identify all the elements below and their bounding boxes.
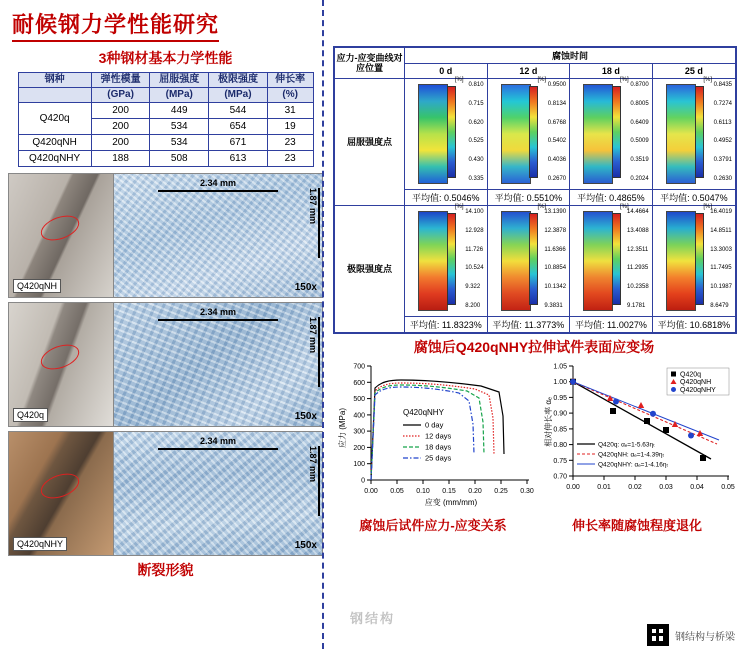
table-title: 3种钢材基本力学性能: [98, 50, 233, 66]
scale-right-text: 1.87 mm: [308, 188, 318, 225]
tick: 0.3519: [630, 157, 649, 164]
row-label-yield: 屈服强度点: [335, 79, 405, 206]
th-ultimate-strength: 极限强度: [209, 73, 268, 88]
footer-brand: 钢结构与桥梁: [675, 631, 735, 643]
th-yield-strength: 屈服强度: [150, 73, 209, 88]
tick: 0.525: [468, 138, 484, 145]
strain-map: [571, 77, 651, 188]
colorbar-ticks: [465, 209, 483, 309]
chart1-annotation: Q420qNHY: [403, 408, 444, 417]
strain-field-row-yield: [335, 79, 736, 190]
time-18d: 18 d: [570, 64, 653, 79]
tick: 11.6366: [544, 246, 566, 253]
tick: 0.8134: [547, 100, 567, 107]
elongation-degradation-chart: [539, 358, 735, 534]
chart1-legend-0: 0 day: [425, 420, 444, 430]
table-header-row: [18, 73, 313, 88]
tick: 14.8511: [710, 227, 732, 234]
chart1-xlabel: 应变 (mm/mm): [424, 498, 478, 507]
strain-field-panel: [333, 46, 737, 334]
strain-map-cell: [570, 79, 653, 190]
row-label-ultimate: 极限强度点: [335, 206, 405, 333]
strain-map-cell: [405, 206, 488, 317]
micrograph-image: [114, 431, 323, 556]
scale-top-label: [114, 436, 322, 450]
tick: 9.3831: [544, 302, 563, 309]
tick: 10.8854: [544, 265, 567, 272]
cell-yield: 534: [150, 119, 209, 135]
colorbar-unit: [%]: [454, 77, 464, 83]
chart2-ylabel: 相对伸长率 αₑ: [544, 397, 553, 447]
chart2-legend-1: Q420qNH: [680, 379, 712, 386]
svg-text:500: 500: [353, 396, 365, 404]
tick: 11.726: [465, 246, 484, 253]
strain-map-strip: [418, 84, 448, 184]
scale-top-bar: [158, 319, 278, 321]
colorbar-ticks: [469, 82, 484, 182]
tick: 0.620: [468, 119, 484, 126]
strain-map: [406, 204, 486, 315]
tick: 12.3511: [626, 246, 649, 253]
colorbar: [612, 86, 621, 178]
tick: 0.6113: [713, 119, 732, 126]
scale-right-label: [308, 188, 318, 224]
colorbar-unit: [%]: [620, 77, 629, 83]
strain-map: [571, 204, 651, 315]
tick: 8.6479: [710, 302, 729, 309]
strain-map-cell: [652, 79, 735, 190]
cell-modulus: 188: [91, 151, 150, 167]
th-unit-ultimate: (MPa): [209, 88, 268, 103]
colorbar: [447, 213, 456, 305]
tick: 0.715: [468, 100, 484, 107]
svg-text:0.03: 0.03: [659, 484, 673, 491]
charts-row: [331, 358, 737, 534]
svg-text:0.05: 0.05: [390, 488, 404, 495]
strain-map-strip: [418, 211, 448, 311]
colorbar: [447, 86, 456, 178]
chart2-legend-2: Q420qNHY: [680, 387, 716, 394]
tick: 12.3878: [544, 227, 567, 234]
svg-text:0: 0: [361, 477, 365, 485]
cell-grade: Q420qNH: [18, 135, 91, 151]
svg-text:0.90: 0.90: [553, 410, 567, 418]
cell-elongation: 23: [267, 151, 313, 167]
th-steel-grade: 钢种: [18, 73, 91, 88]
micrograph-row: [8, 173, 323, 298]
chart1-legend-2: 18 days: [425, 442, 452, 452]
strain-map: [654, 204, 734, 315]
tick: 0.4952: [713, 138, 732, 145]
strain-map: [489, 77, 569, 188]
colorbar-ticks: [627, 209, 649, 309]
time-12d: 12 d: [487, 64, 570, 79]
micrograph-image: [114, 173, 323, 298]
cell-ultimate: 671: [209, 135, 268, 151]
tick: 0.4036: [547, 157, 567, 164]
svg-text:400: 400: [353, 412, 365, 420]
average-value: 平均值: 11.0027%: [570, 317, 653, 333]
watermark: 钢结构: [349, 611, 396, 626]
svg-text:0.80: 0.80: [553, 442, 567, 450]
specimen-photo: [8, 302, 114, 427]
time-0d: 0 d: [405, 64, 488, 79]
colorbar: [695, 86, 704, 178]
tick: 9.1781: [626, 302, 646, 309]
colorbar-ticks: [630, 82, 648, 182]
tick: 10.524: [465, 265, 484, 272]
colorbar-unit: [%]: [703, 77, 712, 83]
scale-top-text: 2.34 mm: [199, 178, 237, 188]
tick: 0.8005: [630, 100, 649, 107]
tick: 0.2630: [713, 175, 732, 182]
cell-ultimate: 613: [209, 151, 268, 167]
svg-text:600: 600: [353, 379, 365, 387]
stress-strain-chart: [331, 358, 535, 534]
tick: 0.5009: [630, 138, 649, 145]
colorbar: [695, 213, 704, 305]
stress-strain-svg: [331, 358, 535, 508]
tick: 14.4664: [626, 209, 649, 215]
right-column: [323, 46, 737, 650]
strain-map-cell: [570, 206, 653, 317]
svg-text:0.00: 0.00: [566, 484, 580, 491]
specimen-photo: [8, 431, 114, 556]
scale-top-label: [114, 307, 322, 321]
table-unit-row: [18, 88, 313, 103]
tick: 14.100: [465, 209, 484, 215]
table-row: [18, 151, 313, 167]
strain-map-strip: [666, 84, 696, 184]
colorbar: [529, 213, 538, 305]
cell-grade: Q420qNHY: [18, 151, 91, 167]
tick: 0.3791: [713, 157, 732, 164]
scale-top-bar: [158, 448, 278, 450]
svg-text:0.75: 0.75: [553, 457, 567, 465]
tick: 0.810: [468, 82, 484, 88]
strain-map-cell: [487, 206, 570, 317]
tick: 13.1390: [544, 209, 567, 215]
th-unit-elongation: (%): [267, 88, 313, 103]
svg-text:1.00: 1.00: [553, 379, 567, 387]
colorbar: [529, 86, 538, 178]
fracture-highlight-ellipse: [38, 211, 83, 245]
svg-text:1.05: 1.05: [553, 363, 567, 371]
svg-text:0.02: 0.02: [628, 484, 642, 491]
th-elongation: 伸长率: [267, 73, 313, 88]
colorbar-unit: [%]: [537, 77, 547, 83]
tick: 10.1342: [544, 284, 567, 291]
svg-text:0.10: 0.10: [416, 488, 430, 495]
micrograph-row: [8, 302, 323, 427]
scale-right-bar: [318, 446, 320, 516]
fracture-highlight-ellipse: [38, 469, 83, 503]
cell-yield: 508: [150, 151, 209, 167]
cell-modulus: 200: [91, 135, 150, 151]
cell-modulus: 200: [91, 119, 150, 135]
strain-map-strip: [666, 211, 696, 311]
cell-modulus: 200: [91, 103, 150, 119]
tick: 11.7495: [710, 265, 732, 272]
fracture-highlight-ellipse: [38, 340, 83, 374]
colorbar: [612, 213, 621, 305]
colorbar-unit: [%]: [620, 204, 629, 210]
colorbar-ticks: [714, 82, 732, 182]
strain-field-caption: 腐蚀后Q420qNHY拉伸试件表面应变场: [413, 339, 655, 355]
strain-map-strip: [583, 211, 613, 311]
tick: 0.5402: [547, 138, 567, 145]
strain-map-strip: [583, 84, 613, 184]
svg-text:0.30: 0.30: [520, 488, 534, 495]
tick: 8.200: [465, 302, 481, 309]
strain-field-row-ultimate: [335, 206, 736, 317]
tick: 0.7274: [713, 100, 732, 107]
left-column: [8, 46, 323, 650]
tick: 0.8700: [630, 82, 649, 88]
chart1-legend-3: 25 days: [425, 453, 452, 463]
strain-map-strip: [501, 84, 531, 184]
specimen-label: Q420qNHY: [13, 537, 67, 551]
magnification-label: 150x: [294, 282, 317, 293]
svg-text:700: 700: [353, 363, 365, 371]
th-elastic-modulus: 弹性模量: [91, 73, 150, 88]
scale-right-text: 1.87 mm: [308, 317, 318, 354]
chart1-legend-1: 12 days: [425, 431, 452, 441]
tick: 0.6768: [547, 119, 567, 126]
average-value: 平均值: 10.6818%: [652, 317, 735, 333]
cell-elongation: 19: [267, 119, 313, 135]
mechanical-properties-table: [18, 72, 314, 167]
tick: 10.2358: [626, 284, 649, 291]
average-value: 平均值: 0.5510%: [487, 190, 570, 206]
colorbar-ticks: [710, 209, 732, 309]
strain-field-header-row: [335, 48, 736, 64]
table-row: [18, 135, 313, 151]
chart2-fit-0: Q420q: αₑ=1-5.63ηₜ: [598, 441, 656, 449]
tick: 12.928: [465, 227, 484, 234]
svg-text:0.04: 0.04: [690, 484, 704, 491]
qr-code-icon: [647, 624, 669, 646]
scale-right-label: [308, 317, 318, 353]
th-unit-grade: [18, 88, 91, 103]
tick: 9.322: [465, 284, 481, 291]
average-value: 平均值: 0.5047%: [652, 190, 735, 206]
specimen-label: Q420qNH: [13, 279, 61, 293]
scale-top-text: 2.34 mm: [199, 436, 237, 446]
tick: 13.3003: [710, 246, 732, 253]
scale-top-bar: [158, 190, 278, 192]
specimen-label: Q420q: [13, 408, 48, 422]
colorbar-unit: [%]: [537, 204, 547, 210]
magnification-label: 150x: [294, 411, 317, 422]
cell-ultimate: 544: [209, 103, 268, 119]
cell-yield: 449: [150, 103, 209, 119]
micrograph-row: [8, 431, 323, 556]
svg-text:0.00: 0.00: [364, 488, 378, 495]
scale-right-bar: [318, 188, 320, 258]
average-value: 平均值: 11.8323%: [405, 317, 488, 333]
chart2-caption: 伸长率随腐蚀程度退化: [571, 518, 702, 533]
page-title: 耐候钢力学性能研究: [12, 8, 219, 42]
colorbar-unit: [%]: [454, 204, 464, 210]
strain-map-cell: [652, 206, 735, 317]
tick: 11.2935: [626, 265, 649, 272]
tick: 0.8435: [713, 82, 732, 88]
cell-elongation: 31: [267, 103, 313, 119]
tick: 0.9500: [547, 82, 567, 88]
chart2-fit-1: Q420qNH: αₑ=1-4.39ηₜ: [598, 451, 665, 459]
tick: 10.1987: [710, 284, 732, 291]
svg-text:0.20: 0.20: [468, 488, 482, 495]
fracture-caption: 断裂形貌: [137, 562, 194, 578]
svg-text:0.25: 0.25: [494, 488, 508, 495]
chart2-fit-2: Q420qNHY: αₑ=1-4.16ηₜ: [598, 461, 669, 469]
time-25d: 25 d: [652, 64, 735, 79]
colorbar-unit: [%]: [703, 204, 712, 210]
scale-right-bar: [318, 317, 320, 387]
micrograph-image: [114, 302, 323, 427]
average-value: 平均值: 11.3773%: [487, 317, 570, 333]
strain-map: [489, 204, 569, 315]
tick: 0.2024: [630, 175, 649, 182]
strain-map-cell: [487, 79, 570, 190]
colorbar-ticks: [548, 82, 566, 182]
magnification-label: 150x: [294, 540, 317, 551]
th-unit-modulus: (GPa): [91, 88, 150, 103]
svg-text:0.70: 0.70: [553, 473, 567, 481]
tick: 0.6409: [630, 119, 649, 126]
tick: 13.4088: [626, 227, 649, 234]
specimen-photo: [8, 173, 114, 298]
strain-field-corner-header: 应力-应变曲线对应位置: [335, 48, 405, 79]
colorbar-ticks: [544, 209, 566, 309]
average-value: 平均值: 0.4865%: [570, 190, 653, 206]
cell-elongation: 23: [267, 135, 313, 151]
svg-text:0.15: 0.15: [442, 488, 456, 495]
scale-right-text: 1.87 mm: [308, 446, 318, 483]
svg-text:0.85: 0.85: [553, 426, 567, 434]
table-row: [18, 103, 313, 119]
chart2-legend-0: Q420q: [680, 371, 702, 379]
svg-text:200: 200: [353, 444, 365, 452]
chart1-ylabel: 应力 (MPa): [338, 408, 347, 448]
strain-map: [654, 77, 734, 188]
tick: 0.430: [468, 157, 484, 164]
cell-yield: 534: [150, 135, 209, 151]
svg-text:0.05: 0.05: [721, 484, 735, 491]
svg-text:0.95: 0.95: [553, 394, 567, 402]
tick: 0.2670: [547, 175, 567, 182]
strain-map-cell: [405, 79, 488, 190]
average-value: 平均值: 0.5046%: [405, 190, 488, 206]
footer-bar: [0, 621, 745, 649]
scale-top-label: [114, 178, 322, 192]
svg-text:0.01: 0.01: [597, 484, 611, 491]
strain-field-table: [334, 47, 736, 333]
svg-text:100: 100: [353, 461, 365, 469]
th-unit-yield: (MPa): [150, 88, 209, 103]
micrograph-list: [8, 173, 323, 556]
strain-map: [406, 77, 486, 188]
elongation-svg: [539, 358, 735, 508]
content-columns: [8, 46, 737, 650]
strain-map-strip: [501, 211, 531, 311]
scale-top-text: 2.34 mm: [199, 307, 237, 317]
tick: 0.335: [468, 175, 484, 182]
svg-text:300: 300: [353, 428, 365, 436]
cell-ultimate: 654: [209, 119, 268, 135]
chart1-caption: 腐蚀后试件应力-应变关系: [359, 518, 507, 533]
tick: 16.4019: [710, 209, 732, 215]
corrosion-time-header: 腐蚀时间: [405, 48, 736, 64]
scale-right-label: [308, 446, 318, 482]
cell-grade: Q420q: [18, 103, 91, 135]
